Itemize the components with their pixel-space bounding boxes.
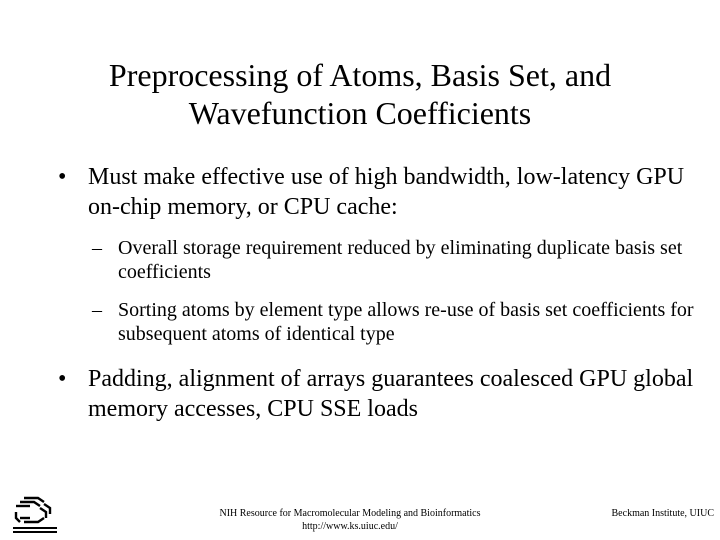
footer-resource-name: NIH Resource for Macromolecular Modeling and Bioinformatics — [219, 508, 481, 519]
sub-bullet-item — [92, 236, 698, 284]
sub-bullet-marker: – — [92, 299, 102, 321]
beckman-institute-logo-icon — [10, 492, 60, 536]
bullet-marker: • — [58, 164, 67, 190]
sub-bullet-item — [92, 298, 698, 346]
bullet-marker: • — [58, 366, 67, 392]
sub-bullet-text: Overall storage requirement reduced by eliminating duplicate basis set coefficients — [118, 237, 683, 283]
bullet-text: Padding, alignment of arrays guarantees coalesced GPU global memory accesses, CPU SSE loads — [88, 366, 694, 422]
sub-bullet-marker: – — [92, 237, 102, 259]
bullet-item — [58, 162, 708, 222]
title-line-2: Wavefunction Coefficients — [188, 95, 532, 131]
footer-url: http://www.ks.uiuc.edu/ — [302, 521, 398, 532]
title-line-1: Preprocessing of Atoms, Basis Set, and — [108, 57, 612, 93]
sub-bullet-text: Sorting atoms by element type allows re-use of basis set coefficients for subsequent atoms of identical type — [118, 299, 694, 345]
footer-center — [200, 507, 500, 533]
slide-title — [40, 56, 680, 132]
bullet-text: Must make effective use of high bandwidth, low-latency GPU on-chip memory, or CPU cache: — [88, 164, 685, 220]
bullet-item — [58, 364, 708, 424]
footer-institution: Beckman Institute, UIUC — [611, 508, 714, 519]
